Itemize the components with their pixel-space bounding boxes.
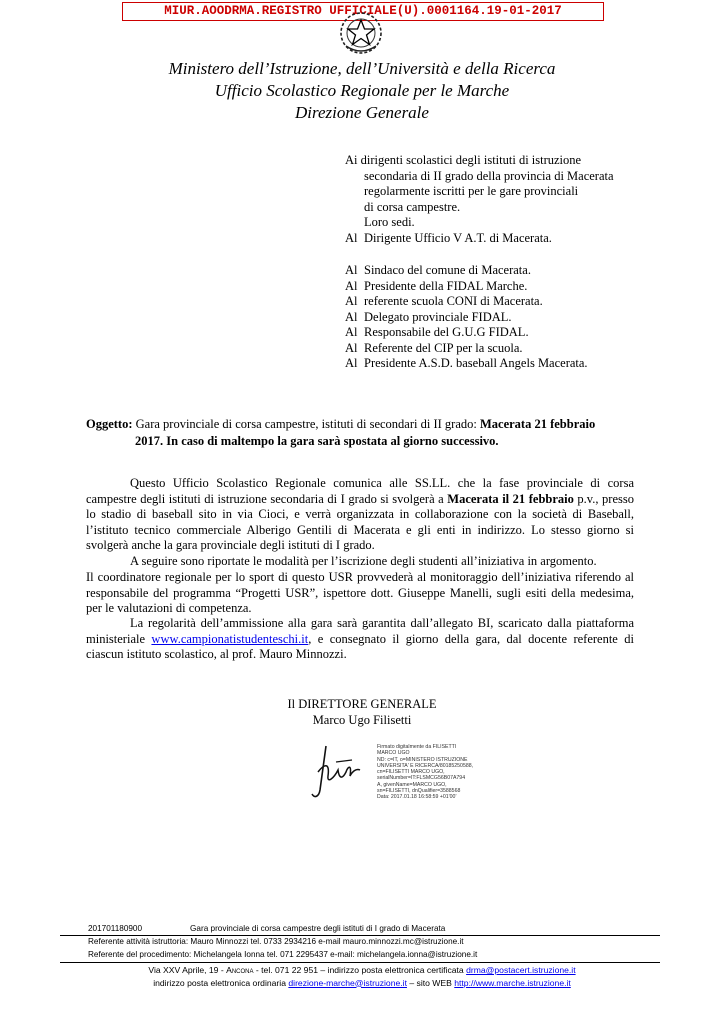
- subject-date: Macerata 21 febbraio: [479, 417, 596, 431]
- addressee-line: secondaria di II grado della provincia di Macerata: [364, 168, 614, 183]
- footer-reference: [88, 924, 445, 933]
- subject-text: Gara provinciale di corsa campestre, istituti di secondari di II grado:: [132, 417, 480, 431]
- director-name: Marco Ugo Filisetti: [312, 712, 412, 727]
- document-code: 201701180900: [88, 924, 143, 933]
- footer-ref-line-1: Referente attività istruttoria: Mauro Minnozzi tel. 0733 2934216 e-mail mauro.minnozzi.mc@istruzione.it: [88, 937, 464, 946]
- addressee-line: Al Dirigente Ufficio V A.T. di Macerata.: [345, 230, 552, 245]
- addressee-line: regolarmente iscritti per le gare provinciali: [364, 184, 579, 198]
- addressee-list: [345, 263, 588, 372]
- campionati-link[interactable]: www.campionatistudenteschi.it: [151, 631, 309, 646]
- subject-label: Oggetto:: [86, 417, 133, 431]
- handwritten-signature-icon: [306, 742, 372, 802]
- signature-block: [0, 697, 724, 728]
- addressee-line: Al referente scuola CONI di Macerata.: [345, 294, 543, 308]
- body-paragraph-3: Il coordinatore regionale per lo sport di questo USR provvederà al monitoraggio dell’iniziativa riferendo al responsabile del programma “Progetti USR”, ispettore dott. Giuseppe Manelli, sugli esiti della medesima, per le valutazioni di competenza.: [86, 570, 634, 615]
- director-title: Il DIRETTORE GENERALE: [287, 697, 437, 711]
- ministry-title: Ministero dell’Istruzione, dell’Università e della Ricerca: [168, 59, 556, 78]
- addressee-line: Al Responsabile del G.U.G FIDAL.: [345, 325, 529, 339]
- addressee-line: Al Delegato provinciale FIDAL.: [345, 309, 512, 324]
- pec-link[interactable]: drma@postacert.istruzione.it: [466, 965, 576, 975]
- addressee-line: Al Referente del CIP per la scuola.: [345, 340, 523, 355]
- footer-contacts: [60, 935, 660, 963]
- republic-emblem-icon: [338, 10, 384, 56]
- footer-subject: Gara provinciale di corsa campestre degli istituti di I grado di Macerata: [190, 924, 446, 933]
- website-link[interactable]: http://www.marche.istruzione.it: [454, 977, 571, 988]
- body-paragraph-1: Questo Ufficio Scolastico Regionale comunica alle SS.LL. che la fase provinciale di corsa campestre degli istituti di istruzione secondaria di I grado si svolgerà a Macerata il 21 febbraio p.v., presso lo stadio di baseball sito in via Cioci, e verrà organizzata in collaborazione con la società di Baseball, l’istituto tecnico commerciale Alberigo Gentili di Macerata e gli enti in indirizzo. Lo stesso giorno si svolgerà anche la gara provinciale degli istituti di I grado.: [86, 476, 634, 552]
- addressee-block-schools: [345, 153, 614, 246]
- footer-address: Via XXV Aprile, 19 - Ancona - tel. 071 22 951 – indirizzo posta elettronica certificata drma@postacert.istruzione.it indirizzo posta elettronica ordinaria direzione-marche@istruzione.it – sito WEB http://www.marche.istruzione.it: [148, 965, 576, 988]
- addressee-line: Ai dirigenti scolastici degli istituti di istruzione: [345, 153, 582, 167]
- body-paragraph-2: A seguire sono riportate le modalità per l’iscrizione degli studenti all’iniziativa in argomento.: [130, 554, 597, 568]
- email-link[interactable]: direzione-marche@istruzione.it: [288, 977, 407, 988]
- direction-title: Direzione Generale: [295, 103, 429, 122]
- digital-signature-info: Firmato digitalmente da FILISETTI MARCO UGO ND: c=IT, o=MINISTERO ISTRUZIONE UNIVERSITA' E RICERCA/80185250588, cn=FILISETTI MARCO UGO, serialNumber=IT:FLSMCG56B07A794 A, givenName=MARCO UGO, sn=FILISETTI, dnQualifier=3588568 Data: 2017.01.18 16:58:59 +01'00': [377, 744, 474, 801]
- addressee-line: Al Presidente della FIDAL Marche.: [345, 278, 528, 293]
- protocol-stamp: MIUR.AOODRMA.REGISTRO UFFICIALE(U).0001164.19-01-2017: [122, 2, 604, 21]
- addressee-line: Al Sindaco del comune di Macerata.: [345, 263, 531, 277]
- addressee-line: Al Presidente A.S.D. baseball Angels Macerata.: [345, 356, 588, 370]
- subject-block: [86, 416, 646, 450]
- addressee-line: di corsa campestre.: [364, 199, 461, 214]
- addressee-line: Loro sedi.: [364, 215, 415, 229]
- office-title: Ufficio Scolastico Regionale per le Marche: [214, 81, 510, 100]
- body-paragraph-4: La regolarità dell’ammissione alla gara sarà garantita dall’allegato BI, scaricato dalla piattaforma ministeriale www.campionatistudenteschi.it, e consegnato il giorno della gara, dal docente referente di ciascun istituto scolastico, al prof. Mauro Minnozzi.: [86, 616, 634, 661]
- subject-second-line: 2017. In caso di maltempo la gara sarà spostata al giorno successivo.: [135, 434, 499, 448]
- footer-ref-line-2: Referente del procedimento: Michelangela Ionna tel. 071 2295437 e-mail: michelangela.ionna@istruzione.it: [88, 949, 478, 959]
